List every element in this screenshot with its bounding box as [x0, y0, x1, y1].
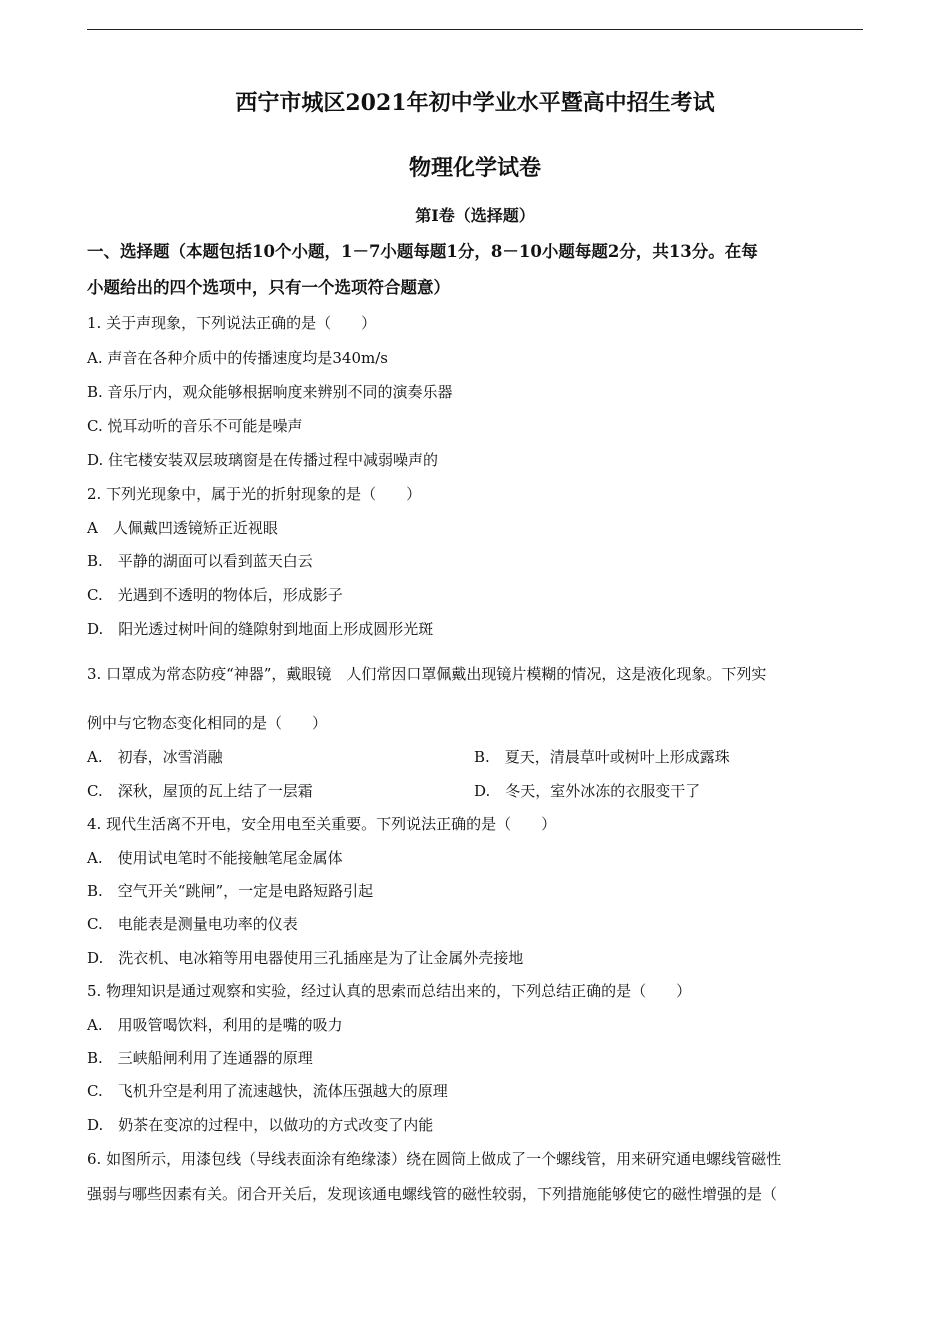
question-6-stem-line1: 6. 如图所示，用漆包线（导线表面涂有绝缘漆）绕在圆筒上做成了一个螺线管，用来研究通电螺线管磁性 — [87, 1150, 782, 1168]
question-5-option-c: C. 飞机升空是利用了流速越快，流体压强越大的原理 — [87, 1082, 448, 1100]
question-5-stem: 5. 物理知识是通过观察和实验，经过认真的思索而总结出来的，下列总结正确的是（ ） — [87, 982, 692, 1000]
section-heading-line1: 一、选择题（本题包括10个小题，1－7小题每题1分，8－10小题每题2分，共13分。在每 — [87, 242, 758, 261]
question-2-option-b: B. 平静的湖面可以看到蓝天白云 — [87, 552, 313, 570]
question-3-option-b: B. 夏天，清晨草叶或树叶上形成露珠 — [474, 748, 730, 766]
question-1-option-d: D. 住宅楼安装双层玻璃窗是在传播过程中减弱噪声的 — [87, 451, 439, 469]
question-4-option-b: B. 空气开关“跳闸”，一定是电路短路引起 — [87, 882, 374, 900]
question-2-option-d: D. 阳光透过树叶间的缝隙射到地面上形成圆形光斑 — [87, 620, 434, 638]
question-3-option-c: C. 深秋，屋顶的瓦上结了一层霜 — [87, 782, 313, 800]
question-5-option-a: A. 用吸管喝饮料，利用的是嘴的吸力 — [87, 1016, 343, 1034]
question-2-option-a: A 人佩戴凹透镜矫正近视眼 — [87, 519, 278, 537]
question-5-option-b: B. 三峡船闸利用了连通器的原理 — [87, 1049, 313, 1067]
question-4-option-c: C. 电能表是测量电功率的仪表 — [87, 915, 298, 933]
question-3-option-d: D. 冬天，室外冰冻的衣服变干了 — [474, 782, 701, 800]
question-3-option-a: A. 初春，冰雪消融 — [87, 748, 223, 766]
question-4-option-a: A. 使用试电笔时不能接触笔尾金属体 — [87, 849, 343, 867]
question-4-stem: 4. 现代生活离不开电，安全用电至关重要。下列说法正确的是（ ） — [87, 815, 557, 833]
question-4-option-d: D. 洗衣机、电冰箱等用电器使用三孔插座是为了让金属外壳接地 — [87, 949, 524, 967]
exam-subtitle: 物理化学试卷 — [408, 155, 541, 181]
header-rule — [87, 29, 863, 30]
question-2-stem: 2. 下列光现象中，属于光的折射现象的是（ ） — [87, 485, 422, 503]
question-2-option-c: C. 光遇到不透明的物体后，形成影子 — [87, 586, 343, 604]
question-1-option-c: C. 悦耳动听的音乐不可能是噪声 — [87, 417, 303, 435]
question-3-stem-line1: 3. 口罩成为常态防疫“神器”，戴眼镜 人们常因口罩佩戴出现镜片模糊的情况，这是液化现象。下列实 — [87, 665, 767, 683]
exam-title: 西宁市城区2021年初中学业水平暨高中招生考试 — [235, 90, 715, 116]
volume-heading: 第Ⅰ卷（选择题） — [415, 206, 535, 225]
question-1-option-a: A. 声音在各种介质中的传播速度均是340m/s — [87, 349, 388, 367]
section-heading-line2: 小题给出的四个选项中，只有一个选项符合题意） — [87, 278, 450, 297]
question-1-stem: 1. 关于声现象，下列说法正确的是（ ） — [87, 314, 377, 332]
question-1-option-b: B. 音乐厅内，观众能够根据响度来辨别不同的演奏乐器 — [87, 383, 453, 401]
question-6-stem-line2: 强弱与哪些因素有关。闭合开关后，发现该通电螺线管的磁性较弱，下列措施能够使它的磁性增强的是（ — [87, 1185, 778, 1203]
question-3-stem-line2: 例中与它物态变化相同的是（ ） — [87, 714, 328, 732]
question-5-option-d: D. 奶茶在变凉的过程中，以做功的方式改变了内能 — [87, 1116, 434, 1134]
